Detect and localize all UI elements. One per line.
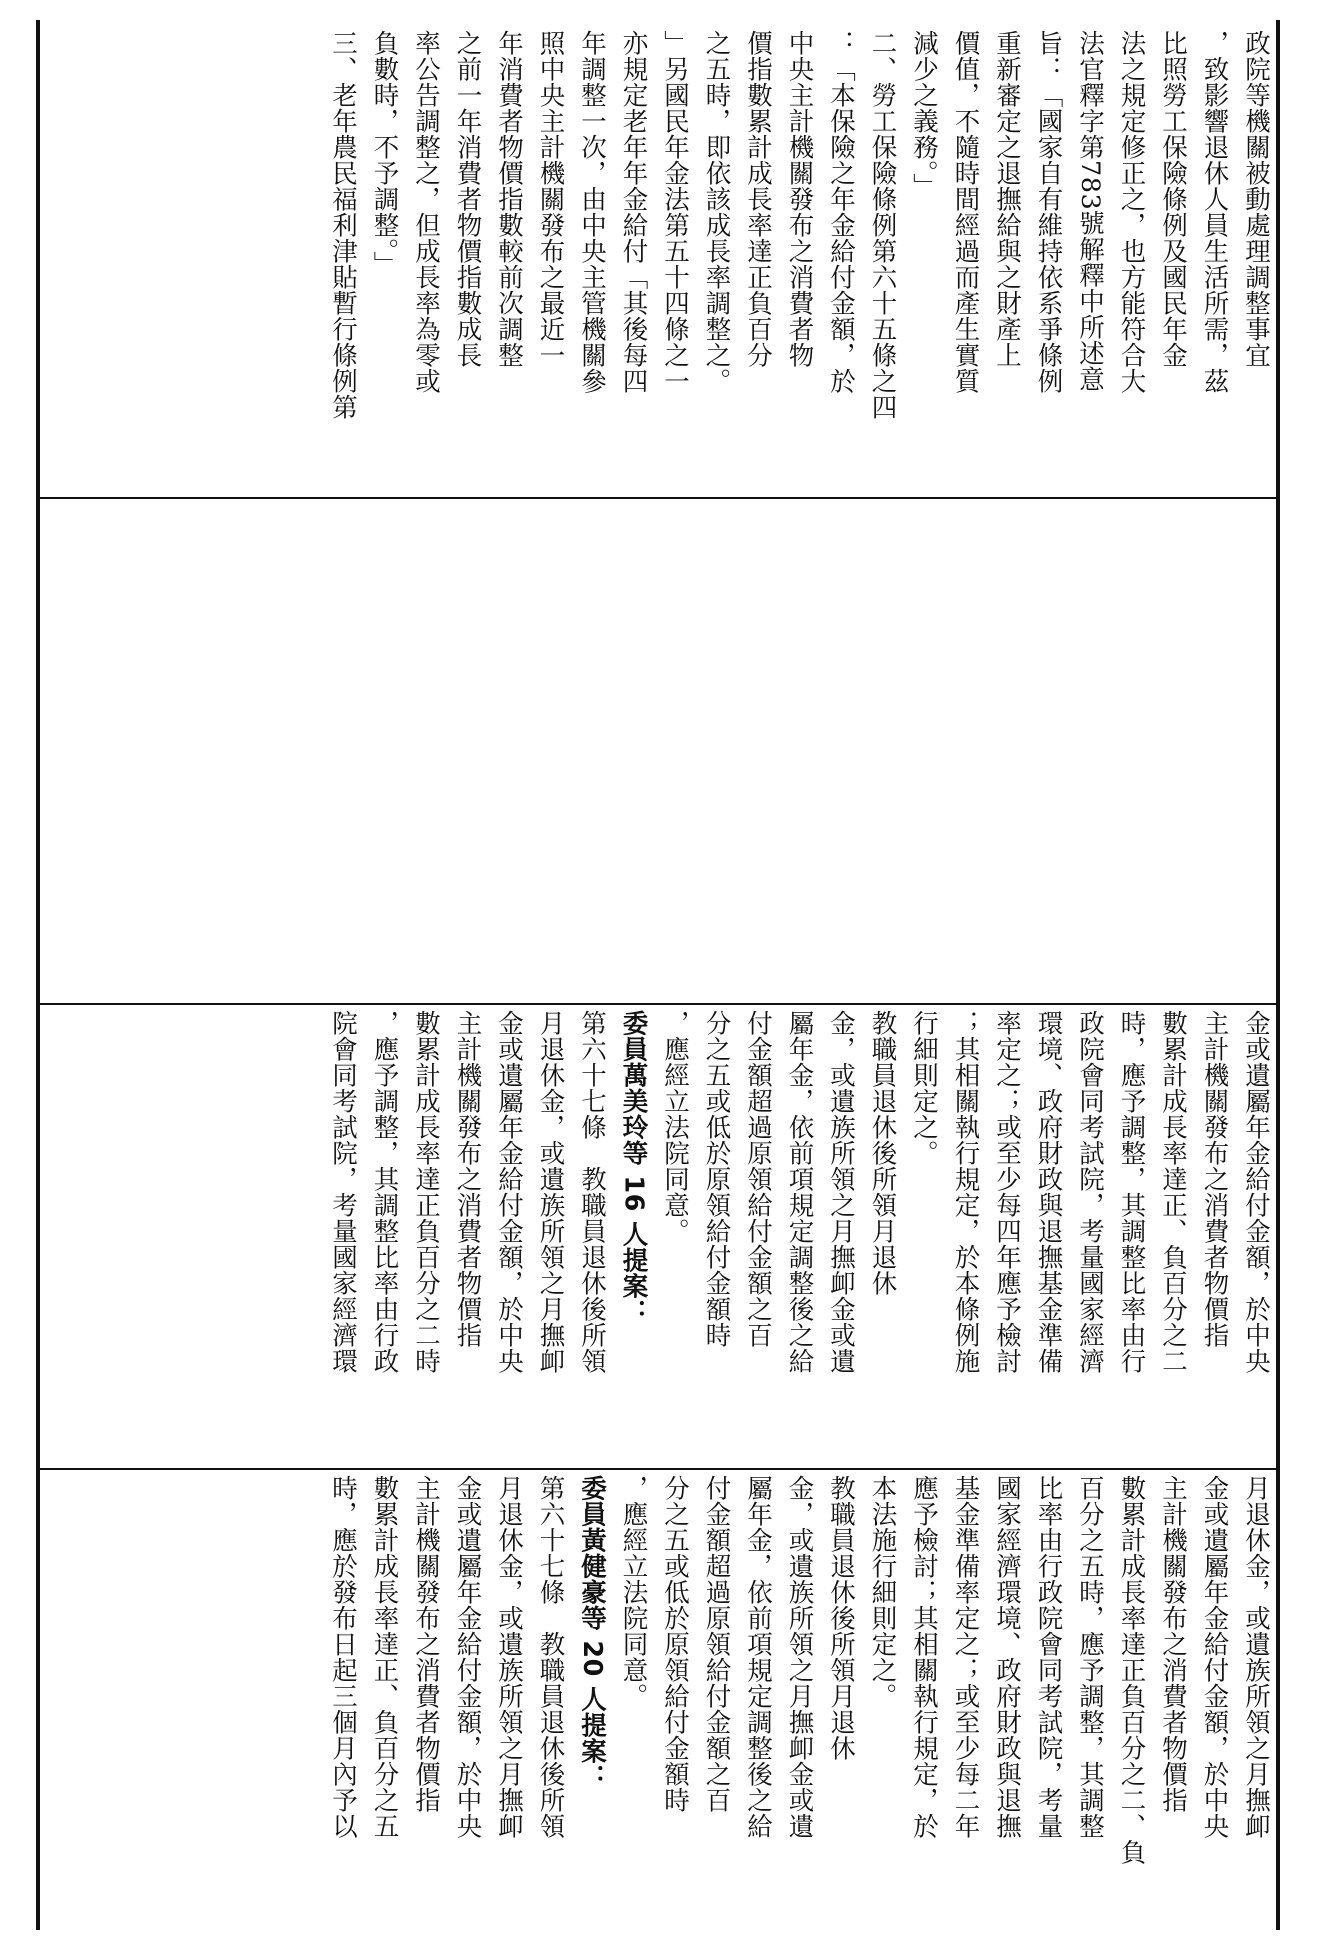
divider-bottom-columns: [38, 1468, 1278, 1470]
text-line: 亦規定老年年金給付「其後每四: [618, 30, 649, 394]
text-line: 比率由行政院會同考試院，考量: [1033, 1475, 1064, 1839]
text-line: 主計機關發布之消費者物價指: [1199, 1010, 1230, 1348]
text-line: 月退休金，或遺族所領之月撫卹: [494, 1475, 524, 1839]
text-line: 照中央主計機關發布之最近一: [535, 30, 566, 368]
text-line: 政院等機關被動處理調整事宜: [1241, 30, 1271, 368]
proposal-heading: 委員黃健豪等 20 人提案：: [577, 1475, 607, 1791]
page-rule-left: [36, 20, 40, 1930]
text-line: 比照勞工保險條例及國民年金: [1158, 30, 1188, 368]
text-line: ，應予調整，其調整比率由行政: [369, 1010, 400, 1374]
text-line: 教職員退休後所領月退休: [867, 1010, 898, 1296]
text-line: 月退休金，或遺族所領之月撫卹: [1241, 1475, 1271, 1839]
text-line: 數累計成長率達正負百分之二、負: [1116, 1475, 1147, 1865]
divider-bottom-section: [38, 1003, 1278, 1005]
proposal-heading: 委員萬美玲等 16 人提案：: [618, 1010, 649, 1326]
text-line: 法官釋字第783號解釋中所述意: [1075, 30, 1105, 393]
text-column-bottom-right: [322, 1475, 1277, 1925]
text-line: ，應經立法院同意。: [618, 1475, 649, 1709]
text-line: 屬年金，依前項規定調整後之給: [784, 1010, 815, 1374]
text-line: ：「本保險之年金給付金額，於: [826, 30, 856, 394]
divider-top-section: [38, 497, 1278, 499]
text-line: 率定之；或至少每四年應予檢討: [992, 1010, 1022, 1374]
text-line: 數累計成長率達正、負百分之五: [369, 1475, 400, 1839]
text-line: 屬年金，依前項規定調整後之給: [743, 1475, 773, 1839]
text-line: 二、勞工保險條例第六十五條之四: [867, 30, 898, 420]
text-line: 減少之義務。」: [909, 30, 939, 200]
text-line: 負數時，不予調整。」: [369, 30, 400, 278]
text-line: 本法施行細則定之。: [867, 1475, 898, 1709]
text-line: 法之規定修正之，也方能符合大: [1116, 30, 1147, 394]
text-line: 金，或遺族所領之月撫卹金或遺: [826, 1010, 856, 1374]
text-line: 院會同考試院，考量國家經濟環: [328, 1010, 358, 1374]
text-line: 主計機關發布之消費者物價指: [411, 1475, 441, 1813]
text-line: 環境、政府財政與退撫基金準備: [1033, 1010, 1064, 1374]
text-line: 」另國民年金法第五十四條之一: [660, 30, 690, 394]
text-line: 時，應於發布日起三個月內予以: [328, 1475, 358, 1839]
text-line: 第六十七條 教職員退休後所領: [577, 1010, 607, 1374]
text-line: 率公告調整之，但成長率為零或: [411, 30, 441, 394]
text-line: 金或遺屬年金給付金額，於中央: [452, 1475, 483, 1839]
text-line: 分之五或低於原領給付金額時: [660, 1475, 690, 1813]
text-column-top: [322, 30, 1277, 490]
text-line: 年消費者物價指數較前次調整: [494, 30, 524, 368]
text-line: 主計機關發布之消費者物價指: [452, 1010, 483, 1348]
text-line: 三、老年農民福利津貼暫行條例第: [328, 30, 358, 420]
text-line: 重新審定之退撫給與之財產上: [992, 30, 1022, 368]
text-line: 分之五或低於原領給付金額時: [701, 1010, 732, 1348]
text-line: 付金額超過原領給付金額之百: [743, 1010, 773, 1348]
text-line: 時，應予調整，其調整比率由行: [1116, 1010, 1147, 1374]
text-line: ；其相關執行規定，於本條例施: [950, 1010, 981, 1374]
text-line: 第六十七條 教職員退休後所領: [535, 1475, 566, 1839]
text-line: ，致影響退休人員生活所需，茲: [1199, 30, 1230, 394]
text-line: 年調整一次，由中央主管機關參: [577, 30, 607, 394]
text-line: ，應經立法院同意。: [660, 1010, 690, 1244]
text-line: 之五時，即依該成長率調整之。: [701, 30, 732, 394]
page-rule-right: [1276, 20, 1280, 1930]
text-line: 國家經濟環境、政府財政與退撫: [992, 1475, 1022, 1839]
text-column-bottom-left: [322, 1010, 1277, 1460]
text-line: 金或遺屬年金給付金額，於中央: [494, 1010, 524, 1374]
text-line: 數累計成長率達正負百分之二時: [411, 1010, 441, 1374]
text-line: 付金額超過原領給付金額之百: [701, 1475, 732, 1813]
text-line: 旨：「國家自有維持依系爭條例: [1033, 30, 1064, 394]
text-line: 數累計成長率達正、負百分之二: [1158, 1010, 1188, 1374]
text-line: 金或遺屬年金給付金額，於中央: [1199, 1475, 1230, 1839]
text-line: 政院會同考試院，考量國家經濟: [1075, 1010, 1105, 1374]
text-line: 月退休金，或遺族所領之月撫卹: [535, 1010, 566, 1374]
text-line: 行細則定之。: [909, 1010, 939, 1166]
text-line: 中央主計機關發布之消費者物: [784, 30, 815, 368]
text-line: 教職員退休後所領月退休: [826, 1475, 856, 1761]
text-line: 應予檢討；其相關執行規定，於: [909, 1475, 939, 1839]
text-line: 價指數累計成長率達正負百分: [743, 30, 773, 368]
text-line: 主計機關發布之消費者物價指: [1158, 1475, 1188, 1813]
text-line: 價值，不隨時間經過而產生實質: [950, 30, 981, 394]
text-line: 金或遺屬年金給付金額，於中央: [1241, 1010, 1271, 1374]
text-line: 基金準備率定之；或至少每二年: [950, 1475, 981, 1839]
text-line: 百分之五時，應予調整，其調整: [1075, 1475, 1105, 1839]
text-line: 之前一年消費者物價指數成長: [452, 30, 483, 368]
text-line: 金，或遺族所領之月撫卹金或遺: [784, 1475, 815, 1839]
